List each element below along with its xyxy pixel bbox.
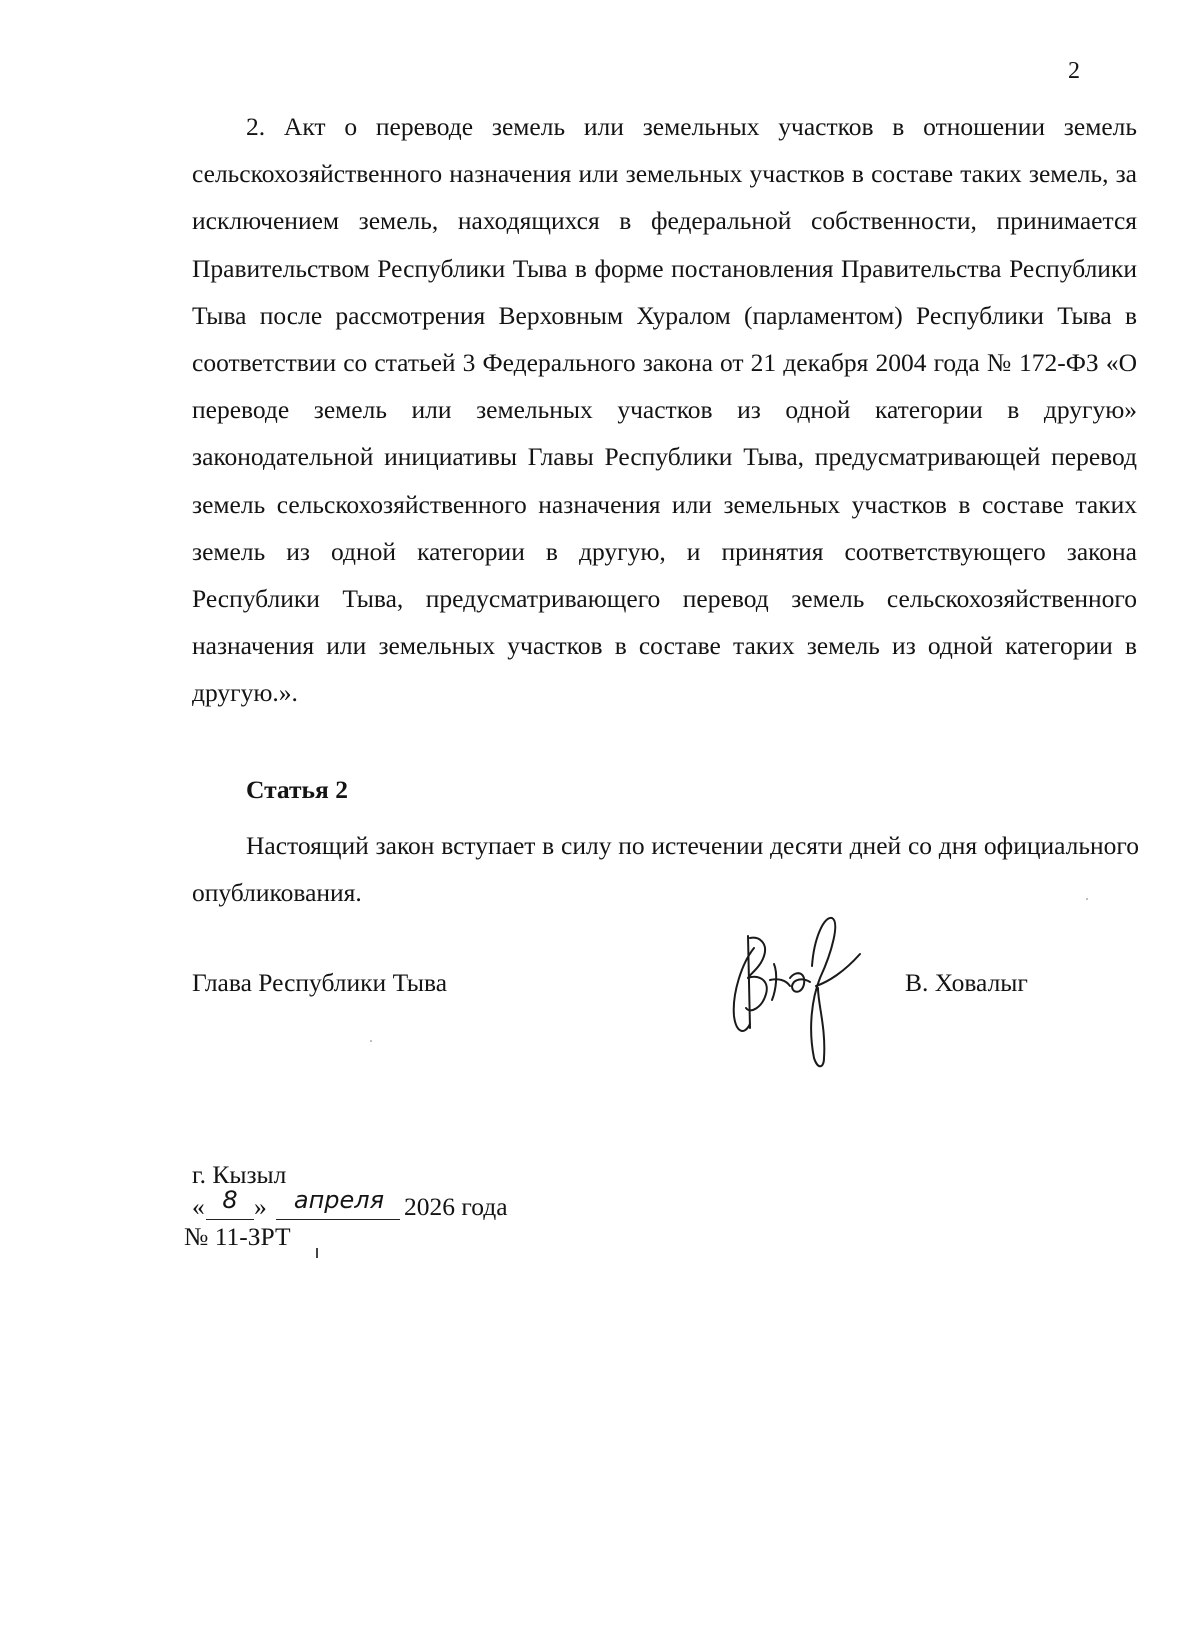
- day-underline: [206, 1219, 254, 1220]
- handwritten-signature: [720, 908, 875, 1073]
- date-quote-close: »: [254, 1192, 267, 1221]
- article-heading: Статья 2: [246, 775, 348, 804]
- law-number: № 11-ЗРТ: [184, 1222, 291, 1251]
- scan-speck: [370, 1040, 372, 1042]
- scan-speck: [316, 1248, 318, 1258]
- signing-date: [192, 1186, 592, 1226]
- paragraph-main: 2. Акт о переводе земель или земельных участков в отношении земель сельскохозяйственного назначения или земельных участков в составе таких земель, за исключением земель, находящихся в федеральной собственности, принимается Правительством Республики Тыва в форме постановления Правительства Республики Тыва после рассмотрения Верховным Хуралом (парламентом) Республики Тыва в соответствии со статьей 3 Федерального закона от 21 декабря 2004 года № 172-ФЗ «О переводе земель или земельных участков из одной категории в другую» законодательной инициативы Главы Республики Тыва, предусматривающей перевод земель сельскохозяйственного назначения или земельных участков в составе таких земель из одной категории в другую, и принятия соответствующего закона Республики Тыва, предусматривающего перевод земель сельскохозяйственного назначения или земельных участков в составе таких земель из одной категории в другую.».: [192, 112, 1137, 708]
- place-of-signing: г. Кызыл: [192, 1160, 287, 1189]
- month-underline: [276, 1219, 400, 1220]
- signatory-title: Глава Республики Тыва: [192, 968, 448, 997]
- article-text: Настоящий закон вступает в силу по истечении десяти дней со дня официального опубликования.: [192, 831, 1139, 908]
- date-quote-open: «: [192, 1192, 205, 1221]
- signatory-name: В. Ховалыг: [905, 968, 1028, 997]
- date-year: 2026 года: [404, 1192, 508, 1221]
- scan-speck: [1086, 898, 1088, 900]
- page-number: 2: [1068, 58, 1080, 84]
- date-day-handwritten: 8: [222, 1186, 238, 1214]
- date-month-handwritten: апреля: [293, 1186, 385, 1214]
